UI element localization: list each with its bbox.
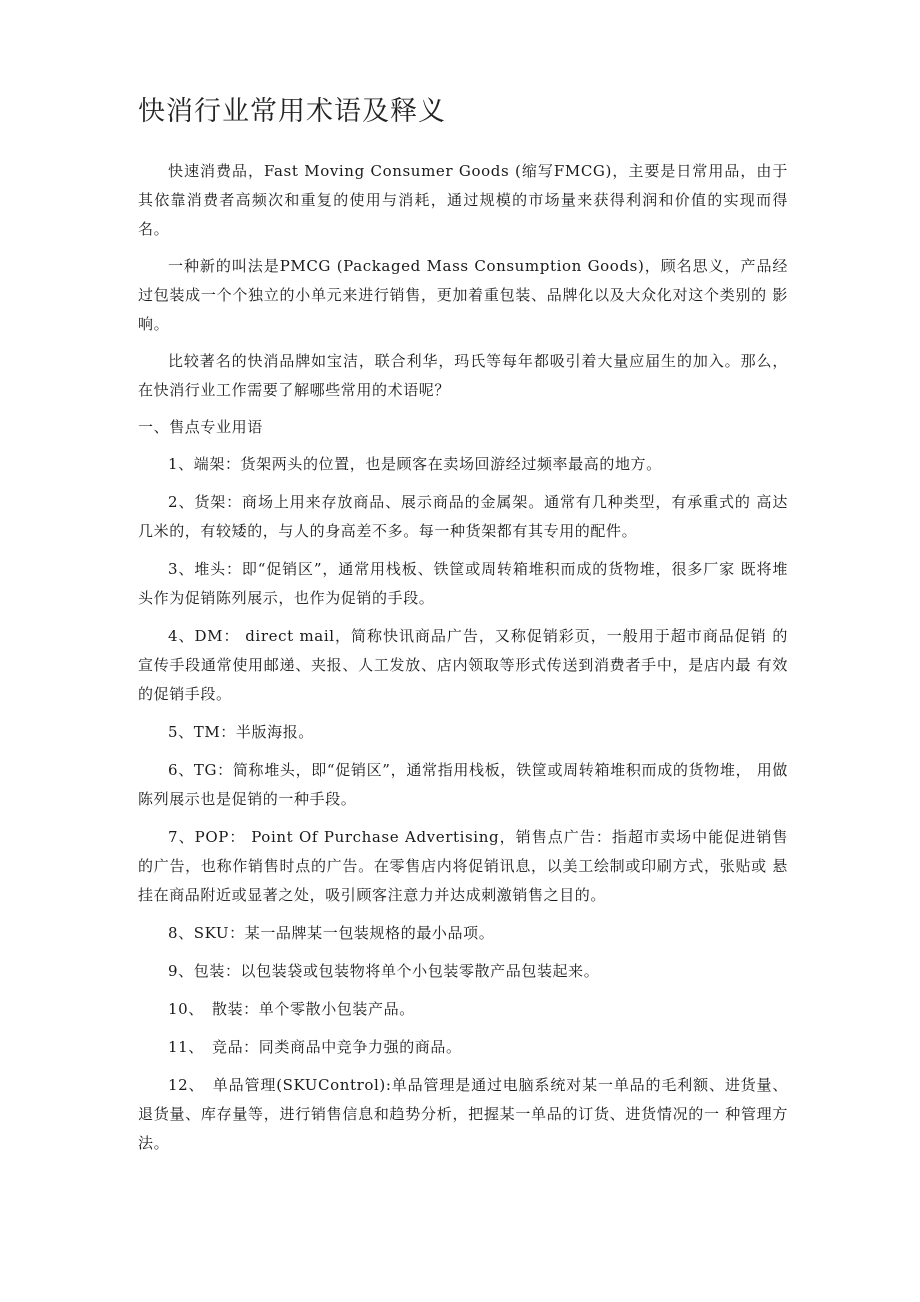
term-item: 12、 单品管理(SKUControl):单品管理是通过电脑系统对某一单品的毛利额、进货量、退货量、库存量等，进行销售信息和趋势分析，把握某一单品的订货、进货情况的一 种管理方法。 <box>138 1076 788 1152</box>
term-item: 4、DM： direct mail，简称快讯商品广告，又称促销彩页，一般用于超市商品促销 的宣传手段通常使用邮递、夹报、人工发放、店内领取等形式传送到消费者手中，是店内最 有效的促销手段。 <box>138 627 788 703</box>
document-body <box>138 157 788 1167</box>
page-title: 快消行业常用术语及释义 <box>138 96 446 127</box>
term-item: 1、端架：货架两头的位置，也是顾客在卖场回游经过频率最高的地方。 <box>168 455 662 473</box>
term-item: 2、货架：商场上用来存放商品、展示商品的金属架。通常有几种类型，有承重式的 高达几米的，有较矮的，与人的身高差不多。每一种货架都有其专用的配件。 <box>138 493 788 540</box>
term-item: 6、TG：简称堆头，即“促销区”，通常指用栈板，铁筐或周转箱堆积而成的货物堆， 用做陈列展示也是促销的一种手段。 <box>138 761 788 808</box>
term-item: 5、TM：半版海报。 <box>168 723 314 741</box>
intro-paragraph-pmcg: 一种新的叫法是PMCG (Packaged Mass Consumption Goods)，顾名思义，产品经过包装成一个个独立的小单元来进行销售，更加着重包装、品牌化以及大众化对这个类别的 影响。 <box>138 257 788 333</box>
term-item: 7、POP： Point Of Purchase Advertising，销售点广告：指超市卖场中能促进销售 的广告，也称作销售时点的广告。在零售店内将促销讯息，以美工绘制或印刷方式，张贴或 悬挂在商品附近或显著之处，吸引顾客注意力并达成刺激销售之目的。 <box>138 828 788 904</box>
term-item: 9、包装：以包装袋或包装物将单个小包装零散产品包装起来。 <box>168 962 600 980</box>
term-item: 8、SKU：某一品牌某一包装规格的最小品项。 <box>168 924 495 942</box>
term-item: 11、 竞品：同类商品中竞争力强的商品。 <box>168 1038 462 1056</box>
intro-paragraph-fmcg: 快速消费品，Fast Moving Consumer Goods (缩写FMCG)，主要是日常用品，由于其依靠消费者高频次和重复的使用与消耗，通过规模的市场量来获得利润和价值的实现而得 名。 <box>138 162 788 238</box>
term-item: 10、 散装：单个零散小包装产品。 <box>168 1000 415 1018</box>
section-heading: 一、售点专业用语 <box>138 418 263 436</box>
term-item: 3、堆头：即“促销区”，通常用栈板、铁筐或周转箱堆积而成的货物堆，很多厂家 既将堆头作为促销陈列展示，也作为促销的手段。 <box>138 560 788 607</box>
intro-paragraph-brands: 比较著名的快消品牌如宝洁，联合利华，玛氏等每年都吸引着大量应届生的加入。那么，在快消行业工作需要了解哪些常用的术语呢？ <box>138 352 788 399</box>
